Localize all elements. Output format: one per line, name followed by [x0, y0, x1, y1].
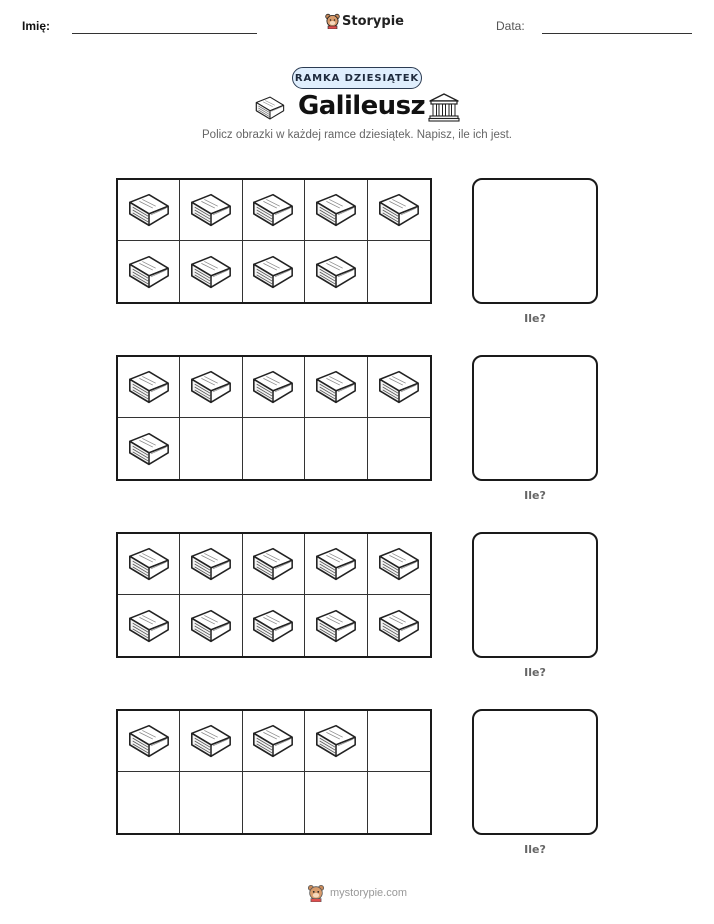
ten-frame-cell: [180, 772, 242, 833]
footer-url[interactable]: mystorypie.com: [329, 887, 408, 899]
date-line[interactable]: [542, 33, 692, 34]
ten-frame-cell: [368, 357, 430, 418]
footer: [0, 884, 714, 902]
book-icon: [250, 365, 296, 409]
answer-label: Ile?: [524, 489, 546, 502]
brand-logo: [325, 13, 404, 29]
ten-frame-cell: [243, 595, 305, 656]
book-icon: [313, 188, 359, 232]
book-icon: [126, 188, 172, 232]
book-icon: [126, 427, 172, 471]
book-icon: [126, 719, 172, 763]
ten-frame-cell: [118, 534, 180, 595]
ten-frame-cell: [243, 711, 305, 772]
name-line[interactable]: [72, 33, 257, 34]
book-icon: [313, 719, 359, 763]
ten-frame-cell: [243, 418, 305, 479]
ten-frame-cell: [305, 534, 367, 595]
ten-frame-cell: [305, 595, 367, 656]
ten-frame-cell: [368, 711, 430, 772]
book-icon: [376, 188, 422, 232]
brand-name: Storypie: [342, 13, 404, 29]
book-icon: [126, 604, 172, 648]
book-icon: [250, 542, 296, 586]
ten-frame-cell: [180, 357, 242, 418]
ten-frame-cell: [305, 180, 367, 241]
book-icon: [126, 365, 172, 409]
ten-frame-cell: [180, 711, 242, 772]
instructions: Policz obrazki w każdej ramce dziesiątek. Napisz, ile ich jest.: [202, 129, 512, 141]
ten-frame-cell: [305, 711, 367, 772]
ten-frame-cell: [118, 711, 180, 772]
book-icon: [250, 250, 296, 294]
ten-frame-cell: [243, 357, 305, 418]
ten-frame-cell: [180, 418, 242, 479]
book-icon: [126, 542, 172, 586]
ten-frame: [116, 355, 432, 481]
answer-box[interactable]: [472, 178, 598, 304]
ten-frame-cell: [180, 180, 242, 241]
ten-frame-cell: [243, 241, 305, 302]
ten-frame-cell: [368, 418, 430, 479]
ten-frame-cell: [368, 241, 430, 302]
ten-frame-cell: [118, 180, 180, 241]
ten-frame-cell: [243, 180, 305, 241]
answer-label: Ile?: [524, 666, 546, 679]
book-icon: [253, 93, 287, 123]
ten-frame-cell: [305, 241, 367, 302]
bear-mascot-icon: [325, 13, 340, 29]
worksheet-type-badge: RAMKA DZIESIĄTEK: [292, 67, 422, 89]
book-icon: [126, 250, 172, 294]
ten-frame-cell: [180, 595, 242, 656]
ten-frame-cell: [118, 772, 180, 833]
ten-frame-cell: [118, 595, 180, 656]
book-icon: [376, 604, 422, 648]
answer-box[interactable]: [472, 709, 598, 835]
book-icon: [250, 188, 296, 232]
book-icon: [376, 542, 422, 586]
book-icon: [313, 604, 359, 648]
book-icon: [313, 542, 359, 586]
ten-frame-cell: [118, 418, 180, 479]
ten-frame-cell: [180, 534, 242, 595]
ten-frame-cell: [368, 595, 430, 656]
title-row: [0, 91, 714, 125]
ten-frame: [116, 532, 432, 658]
book-icon: [188, 542, 234, 586]
book-icon: [188, 188, 234, 232]
ten-frame-cell: [368, 534, 430, 595]
date-label: Data:: [496, 19, 525, 33]
name-label: Imię:: [22, 19, 51, 33]
museum-building-icon: [428, 92, 460, 122]
ten-frame: [116, 178, 432, 304]
ten-frame-cell: [118, 241, 180, 302]
book-icon: [188, 604, 234, 648]
ten-frame-cell: [305, 772, 367, 833]
book-icon: [376, 365, 422, 409]
ten-frame-cell: [180, 241, 242, 302]
ten-frame-cell: [305, 418, 367, 479]
page-title: Galileusz: [298, 91, 425, 121]
book-icon: [188, 365, 234, 409]
answer-box[interactable]: [472, 532, 598, 658]
ten-frame-cell: [243, 772, 305, 833]
bear-mascot-icon: [307, 884, 325, 902]
book-icon: [188, 250, 234, 294]
ten-frame-cell: [118, 357, 180, 418]
ten-frame-cell: [368, 772, 430, 833]
book-icon: [250, 604, 296, 648]
ten-frame-cell: [305, 357, 367, 418]
ten-frame: [116, 709, 432, 835]
ten-frame-cell: [368, 180, 430, 241]
ten-frame-cell: [243, 534, 305, 595]
book-icon: [313, 365, 359, 409]
book-icon: [250, 719, 296, 763]
answer-label: Ile?: [524, 312, 546, 325]
answer-label: Ile?: [524, 843, 546, 856]
answer-box[interactable]: [472, 355, 598, 481]
book-icon: [313, 250, 359, 294]
book-icon: [188, 719, 234, 763]
